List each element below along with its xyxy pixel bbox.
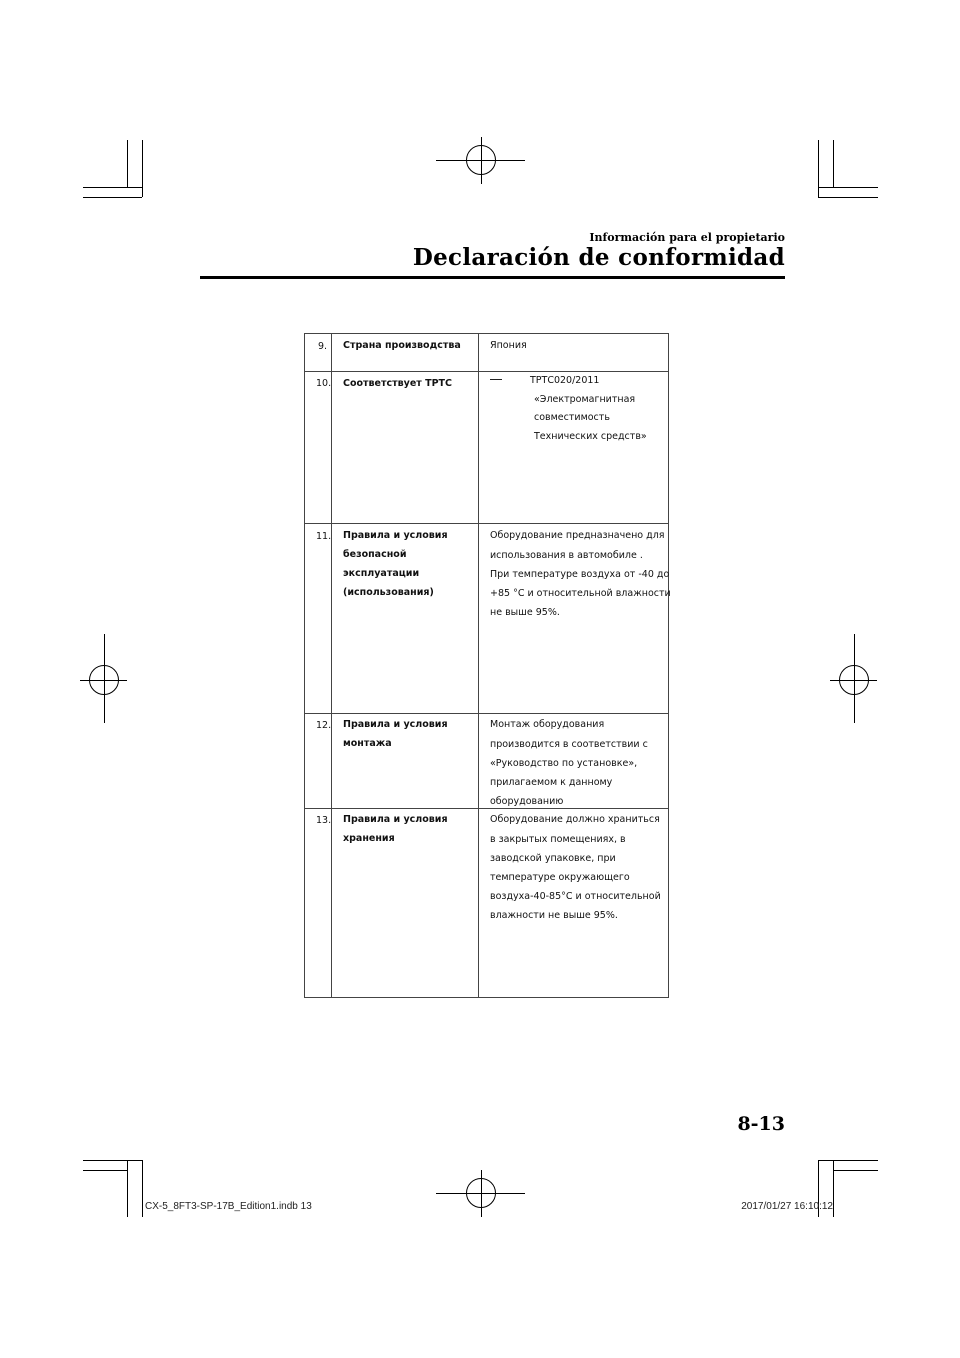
row-label: Правила и условия — [343, 530, 448, 541]
row-value: Оборудование должно храниться — [490, 814, 660, 825]
row-value: прилагаемом к данному — [490, 777, 613, 788]
row-number: 11. — [316, 531, 332, 542]
crop-mark — [83, 197, 142, 198]
crop-mark — [818, 197, 878, 198]
row-value: производится в соответствии с — [490, 739, 648, 750]
row-value: оборудованию — [490, 796, 564, 807]
crop-mark — [127, 1160, 128, 1217]
crop-mark — [142, 140, 143, 197]
crop-mark — [833, 1170, 878, 1171]
row-label: безопасной — [343, 549, 407, 560]
row-value: воздуха-40-85°С и относительной — [490, 891, 661, 902]
row-number: 9. — [318, 341, 328, 352]
crop-mark — [142, 1160, 143, 1217]
row-value: в закрытых помещениях, в — [490, 834, 626, 845]
table-row-divider — [304, 713, 669, 714]
row-value: совместимость — [534, 412, 610, 423]
row-number: 12. — [316, 720, 332, 731]
row-number: 13. — [316, 815, 332, 826]
table-row-divider — [304, 371, 669, 372]
row-value: «Руководство по установке», — [490, 758, 638, 769]
crop-mark — [818, 140, 819, 197]
footer-file-info: CX-5_8FT3-SP-17B_Edition1.indb 13 — [145, 1201, 312, 1212]
crop-mark — [127, 140, 128, 187]
crop-mark — [83, 187, 142, 188]
row-label: хранения — [343, 833, 395, 844]
section-label: Información para el propietario — [589, 231, 785, 244]
row-value: При температуре воздуха от -40 до — [490, 569, 670, 580]
row-value: температуре окружающего — [490, 872, 630, 883]
page-number: 8-13 — [737, 1113, 785, 1135]
row-value: Монтаж оборудования — [490, 719, 605, 730]
table-column-divider — [478, 333, 479, 998]
row-label: Правила и условия — [343, 814, 448, 825]
crop-mark — [83, 1160, 142, 1161]
crop-mark — [833, 1160, 834, 1217]
row-label: эксплуатации — [343, 568, 420, 579]
row-label: Страна производства — [343, 340, 461, 351]
row-number: 10. — [316, 378, 332, 389]
crop-mark — [818, 1160, 878, 1161]
row-value: влажности не выше 95%. — [490, 910, 618, 921]
row-label: (использования) — [343, 587, 434, 598]
registration-circle — [839, 665, 869, 695]
table-column-divider — [331, 333, 332, 998]
row-value: заводской упаковке, при — [490, 853, 616, 864]
dash-mark — [490, 379, 502, 380]
page-title: Declaración de conformidad — [412, 244, 785, 271]
header-rule — [200, 276, 785, 279]
row-value: использования в автомобиле . — [490, 550, 643, 561]
registration-circle — [466, 145, 496, 175]
crop-mark — [83, 1170, 127, 1171]
row-value: Япония — [490, 340, 527, 351]
row-value: ТРТС020/2011 — [530, 375, 600, 386]
row-label: Правила и условия — [343, 719, 448, 730]
row-value: Технических средств» — [534, 431, 647, 442]
row-value: не выше 95%. — [490, 607, 560, 618]
crop-mark — [818, 187, 878, 188]
row-label: Соответствует ТРТС — [343, 378, 452, 389]
row-value: «Электромагнитная — [534, 394, 636, 405]
table-row-divider — [304, 523, 669, 524]
table-row-divider — [304, 808, 669, 809]
registration-circle — [89, 665, 119, 695]
registration-circle — [466, 1178, 496, 1208]
row-value: +85 °С и относительной влажности — [490, 588, 671, 599]
row-label: монтажа — [343, 738, 392, 749]
footer-timestamp: 2017/01/27 16:10:12 — [741, 1201, 833, 1212]
row-value: Оборудование предназначено для — [490, 530, 665, 541]
crop-mark — [833, 140, 834, 187]
